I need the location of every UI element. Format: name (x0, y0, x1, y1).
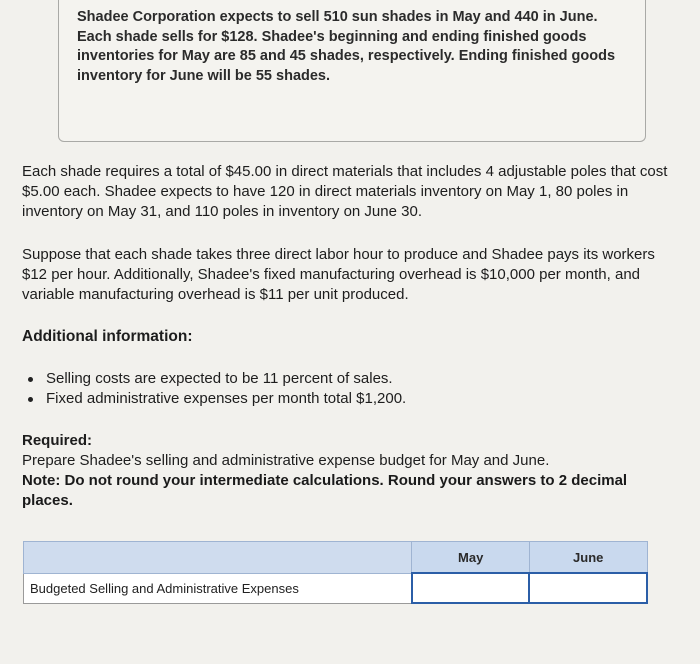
may-input-cell[interactable] (412, 573, 530, 603)
list-item: Selling costs are expected to be 11 percent of sales. (26, 369, 406, 389)
required-section (22, 431, 682, 511)
additional-info-heading: Additional information: (22, 328, 193, 345)
list-item: Fixed administrative expenses per month total $1,200. (26, 389, 406, 409)
table-header-row (24, 542, 648, 574)
labor-paragraph: Suppose that each shade takes three direct labor hour to produce and Shadee pays its workers $12 per hour. Additionally, Shadee's fixed manufacturing overhead is $10,000 per month, and variable manufacturing overhead is $11 per unit produced. (22, 246, 655, 303)
header-blank-cell (24, 542, 412, 574)
rounding-note: Note: Do not round your intermediate calculations. Round your answers to 2 decimal places. (22, 472, 628, 509)
budget-table (23, 541, 648, 604)
additional-info-list (26, 369, 406, 409)
problem-statement-box (58, 0, 646, 142)
materials-paragraph: Each shade requires a total of $45.00 in direct materials that includes 4 adjustable poles that cost $5.00 each. Shadee expects to have 120 in direct materials inventory on May 1, 80 poles in inventory on May 31, and 110 poles in inventory on June 30. (22, 163, 668, 220)
header-may: May (412, 542, 530, 574)
row-label-budgeted-expenses: Budgeted Selling and Administrative Expenses (24, 573, 412, 603)
required-heading: Required: (22, 432, 93, 449)
june-input-cell[interactable] (529, 573, 647, 603)
required-instruction: Prepare Shadee's selling and administrative expense budget for May and June. (22, 452, 550, 469)
header-june: June (529, 542, 647, 574)
table-row (24, 573, 648, 603)
problem-statement-text: Shadee Corporation expects to sell 510 sun shades in May and 440 in June. Each shade sells for $128. Shadee's beginning and ending finished goods inventories for May are 85 and 45 shades, respectively. Ending finished goods inventory for June will be 55 shades. (77, 9, 616, 84)
